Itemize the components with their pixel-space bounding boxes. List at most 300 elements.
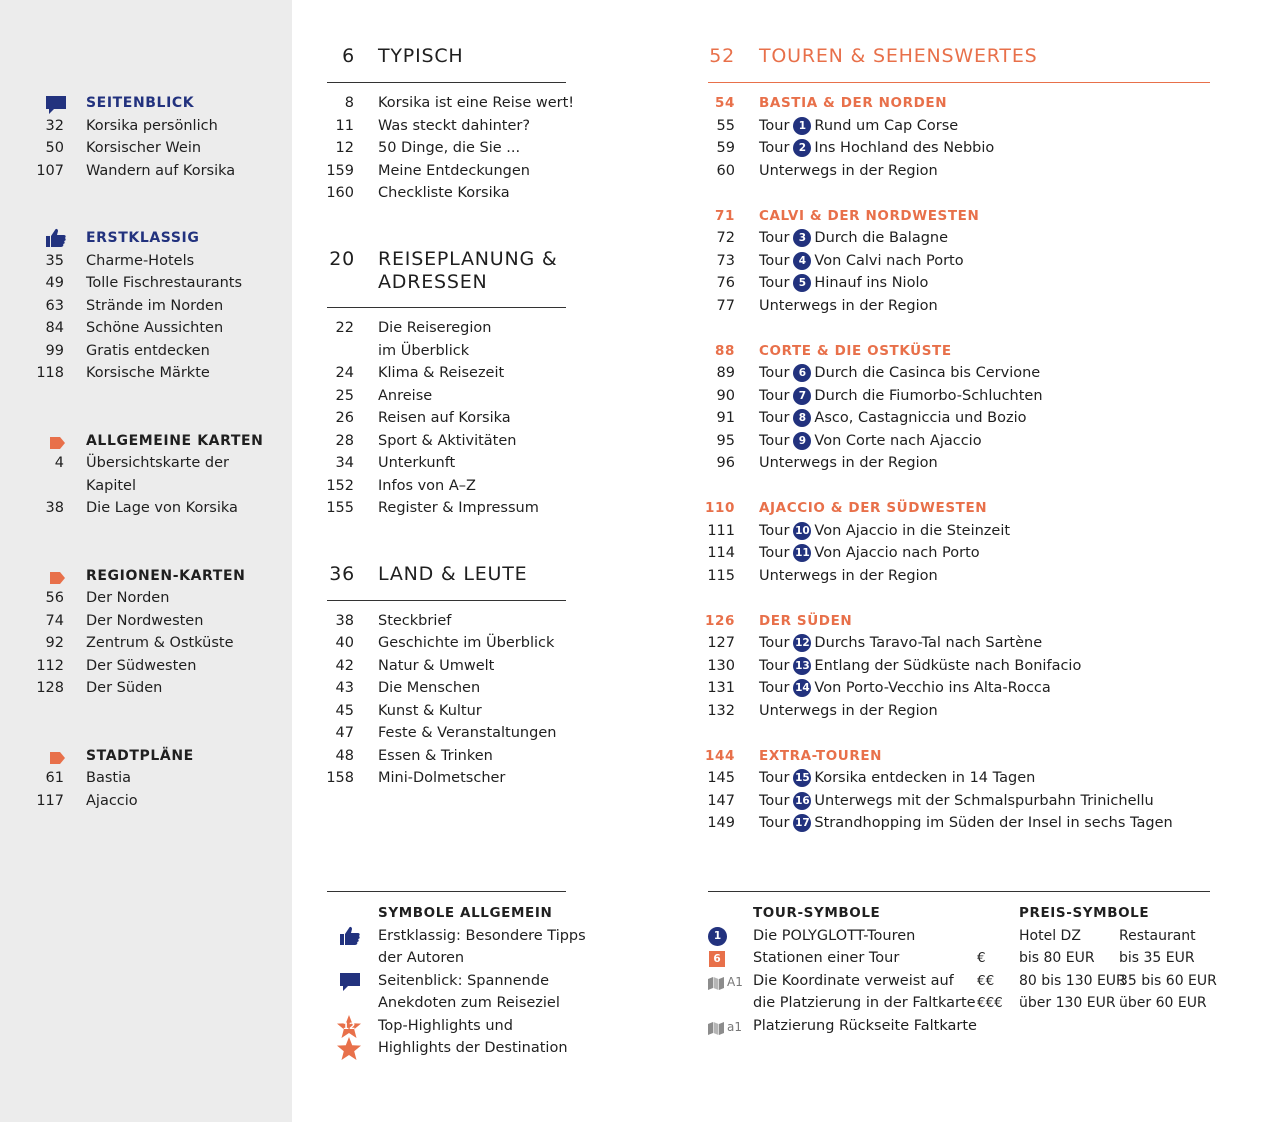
- tour-word: Tour: [759, 253, 790, 269]
- page-number: 95: [716, 433, 735, 449]
- list-item[interactable]: [700, 542, 1260, 564]
- item-label: Unterkunft: [378, 455, 456, 471]
- tour-line: [759, 272, 928, 294]
- item-label: Kapitel: [86, 478, 137, 494]
- list-item[interactable]: [0, 340, 290, 362]
- tour-line: [759, 632, 1042, 654]
- tour-line: [759, 430, 982, 452]
- item-label: Infos von A–Z: [378, 478, 476, 494]
- chapter-title: TYPISCH: [378, 45, 464, 67]
- chapter-page: 36: [329, 563, 355, 585]
- page-number: 55: [716, 118, 735, 134]
- list-item[interactable]: [700, 452, 1260, 474]
- region-title: EXTRA-TOUREN: [759, 748, 883, 764]
- item-label: Unterwegs mit der Schmalspurbahn Trinichellu: [814, 793, 1154, 809]
- page-number: 90: [716, 388, 735, 404]
- page-number: 12: [335, 140, 354, 156]
- tour-number-badge: 9: [793, 432, 811, 450]
- section-title-allgemeine-karten: ALLGEMEINE KARTEN: [86, 433, 264, 449]
- page-number: 72: [716, 230, 735, 246]
- list-item[interactable]: [300, 160, 580, 182]
- tour-line: [759, 790, 1154, 812]
- tour-number-badge: 12: [793, 634, 811, 652]
- tour-number-badge: 15: [793, 769, 811, 787]
- tour-number-badge: 11: [793, 544, 811, 562]
- tour-number-badge: 5: [793, 274, 811, 292]
- list-item[interactable]: [700, 812, 1260, 834]
- section-title-seitenblick: SEITENBLICK: [86, 95, 195, 111]
- folded-map-icon: [708, 975, 724, 994]
- list-item[interactable]: [700, 767, 1260, 789]
- tour-number-badge: 1: [793, 117, 811, 135]
- list-item[interactable]: [0, 137, 290, 159]
- page-number: 32: [45, 118, 64, 134]
- list-item[interactable]: [700, 385, 1260, 407]
- tour-number-badge: 14: [793, 679, 811, 697]
- list-item[interactable]: [700, 677, 1260, 699]
- list-item[interactable]: [0, 655, 290, 677]
- divider: [327, 82, 566, 83]
- item-label: Mini-Dolmetscher: [378, 770, 506, 786]
- divider: [327, 307, 566, 308]
- chapter-page: 52: [709, 45, 735, 67]
- list-item[interactable]: [700, 250, 1260, 272]
- item-label: Die Lage von Korsika: [86, 500, 238, 516]
- list-item[interactable]: [700, 160, 1260, 182]
- item-label: Durchs Taravo-Tal nach Sartène: [814, 635, 1043, 651]
- chapter-title: TOUREN & SEHENSWERTES: [759, 45, 1038, 67]
- page-number: 56: [45, 590, 64, 606]
- list-item[interactable]: [0, 160, 290, 182]
- tour-word: Tour: [759, 365, 790, 381]
- item-label: Korsika persönlich: [86, 118, 218, 134]
- page-number: 112: [36, 658, 64, 674]
- map-tag-icon: [50, 434, 66, 453]
- tour-word: Tour: [759, 388, 790, 404]
- page-number: 76: [716, 275, 735, 291]
- item-label: Durch die Balagne: [814, 230, 949, 246]
- item-label: Die Menschen: [378, 680, 481, 696]
- list-item[interactable]: [0, 677, 290, 699]
- page-number: 127: [707, 635, 735, 651]
- page-number: 114: [707, 545, 735, 561]
- list-item[interactable]: [700, 565, 1260, 587]
- list-item[interactable]: [0, 767, 290, 789]
- tour-line: [759, 227, 948, 249]
- item-label: Unterwegs in der Region: [759, 163, 938, 179]
- item-label: Steckbrief: [378, 613, 452, 629]
- item-label: Von Corte nach Ajaccio: [814, 433, 982, 449]
- legend-general-title: SYMBOLE ALLGEMEIN: [378, 905, 553, 921]
- list-item[interactable]: [700, 272, 1260, 294]
- tour-line: [759, 407, 1027, 429]
- tour-word: Tour: [759, 118, 790, 134]
- list-item[interactable]: [300, 430, 580, 452]
- chapter-heading-typisch[interactable]: [300, 45, 570, 69]
- list-item[interactable]: [700, 115, 1260, 137]
- tour-number-badge: 10: [793, 522, 811, 540]
- region-page: 110: [705, 500, 735, 516]
- region-page: 88: [715, 343, 735, 359]
- item-label: Feste & Veranstaltungen: [378, 725, 557, 741]
- chapter-page: 6: [342, 45, 355, 67]
- list-item[interactable]: [300, 362, 580, 384]
- list-item[interactable]: [300, 407, 580, 429]
- tour-word: Tour: [759, 770, 790, 786]
- legend-text: Erstklassig: Besondere Tipps: [378, 928, 586, 944]
- item-label: Anreise: [378, 388, 433, 404]
- list-item[interactable]: [300, 182, 580, 204]
- item-label: Reisen auf Korsika: [378, 410, 511, 426]
- tour-number-badge: 7: [793, 387, 811, 405]
- list-item[interactable]: [700, 632, 1260, 654]
- item-label: Strandhopping im Süden der Insel in sechs Tagen: [814, 815, 1173, 831]
- list-item[interactable]: [700, 430, 1260, 452]
- legend-price-title: PREIS-SYMBOLE: [1019, 905, 1150, 921]
- item-label: Hinauf ins Niolo: [814, 275, 929, 291]
- item-label: Klima & Reisezeit: [378, 365, 505, 381]
- page-number: 131: [707, 680, 735, 696]
- page-number: 74: [45, 613, 64, 629]
- price-column-hotel: Hotel DZ: [1019, 928, 1081, 944]
- item-label: Unterwegs in der Region: [759, 298, 938, 314]
- region-title: BASTIA & DER NORDEN: [759, 95, 948, 111]
- item-label: Der Norden: [86, 590, 170, 606]
- list-item[interactable]: [700, 295, 1260, 317]
- legend-text: Highlights der Destination: [378, 1040, 568, 1056]
- list-item[interactable]: [0, 295, 290, 317]
- page-number: 145: [707, 770, 735, 786]
- list-item[interactable]: [0, 497, 290, 519]
- page-number: 159: [326, 163, 354, 179]
- page-number: 59: [716, 140, 735, 156]
- page-number: 34: [335, 455, 354, 471]
- page-number: 38: [45, 500, 64, 516]
- divider: [708, 82, 1210, 83]
- list-item[interactable]: [300, 137, 580, 159]
- price-hotel: bis 80 EUR: [1019, 950, 1095, 966]
- item-label: Der Süden: [86, 680, 163, 696]
- tour-line: [759, 812, 1173, 834]
- page-number: 84: [45, 320, 64, 336]
- tour-number-badge: 4: [793, 252, 811, 270]
- item-label: Korsische Märkte: [86, 365, 210, 381]
- map-tag-icon: [50, 569, 66, 588]
- tour-word: Tour: [759, 275, 790, 291]
- tour-word: Tour: [759, 523, 790, 539]
- tour-word: Tour: [759, 433, 790, 449]
- list-item[interactable]: [300, 722, 580, 744]
- page-number: 24: [335, 365, 354, 381]
- page-number: 73: [716, 253, 735, 269]
- item-label: Von Ajaccio nach Porto: [814, 545, 980, 561]
- tour-line: [759, 385, 1043, 407]
- legend-text: Die Koordinate verweist auf: [753, 973, 954, 989]
- legend-tour-title: TOUR-SYMBOLE: [753, 905, 881, 921]
- item-label: Bastia: [86, 770, 131, 786]
- page-number: 117: [36, 793, 64, 809]
- item-label: Essen & Trinken: [378, 748, 493, 764]
- tour-line: [759, 767, 1035, 789]
- section-title-stadtplaene: STADTPLÄNE: [86, 748, 194, 764]
- divider: [327, 600, 566, 601]
- list-item[interactable]: [300, 452, 580, 474]
- page-number: 89: [716, 365, 735, 381]
- item-label: Ins Hochland des Nebbio: [814, 140, 995, 156]
- page-number: 43: [335, 680, 354, 696]
- section-title-regionen-karten: REGIONEN-KARTEN: [86, 568, 246, 584]
- list-item[interactable]: [300, 475, 580, 497]
- page-number: 11: [335, 118, 354, 134]
- divider: [327, 891, 566, 892]
- list-item[interactable]: [700, 362, 1260, 384]
- list-item[interactable]: [700, 137, 1260, 159]
- price-restaurant: bis 35 EUR: [1119, 950, 1195, 966]
- tour-number-badge: 17: [793, 814, 811, 832]
- region-title: CORTE & DIE OSTKÜSTE: [759, 343, 952, 359]
- page-number: 61: [45, 770, 64, 786]
- list-item[interactable]: [300, 497, 580, 519]
- list-item[interactable]: [300, 767, 580, 789]
- item-label: Natur & Umwelt: [378, 658, 495, 674]
- tour-number-badge: 6: [793, 364, 811, 382]
- tour-line: [759, 115, 958, 137]
- item-label: Geschichte im Überblick: [378, 635, 555, 651]
- legend-text: Die POLYGLOTT-Touren: [753, 928, 916, 944]
- page-number: 38: [335, 613, 354, 629]
- list-item[interactable]: [300, 632, 580, 654]
- price-restaurant: über 60 EUR: [1119, 995, 1207, 1011]
- item-label: Unterwegs in der Region: [759, 455, 938, 471]
- page-number: 50: [45, 140, 64, 156]
- item-label: Was steckt dahinter?: [378, 118, 531, 134]
- list-item[interactable]: [0, 632, 290, 654]
- map-tag-icon: [50, 749, 66, 768]
- tour-number-badge: 13: [793, 657, 811, 675]
- item-label: Von Calvi nach Porto: [814, 253, 964, 269]
- chapter-heading-touren[interactable]: [700, 45, 1220, 69]
- page-number: 40: [335, 635, 354, 651]
- price-column-restaurant: Restaurant: [1119, 928, 1196, 944]
- tour-line: [759, 677, 1051, 699]
- section-title-erstklassig: ERSTKLASSIG: [86, 230, 200, 246]
- thumbs-up-icon: [339, 926, 361, 950]
- item-label: 50 Dinge, die Sie ...: [378, 140, 521, 156]
- list-item[interactable]: [0, 452, 290, 474]
- item-label: Sport & Aktivitäten: [378, 433, 517, 449]
- tour-line: [759, 250, 964, 272]
- item-label: Korsika ist eine Reise wert!: [378, 95, 575, 111]
- list-item[interactable]: [0, 790, 290, 812]
- item-label: Kunst & Kultur: [378, 703, 482, 719]
- legend-text: Top-Highlights und: [378, 1018, 513, 1034]
- tour-word: Tour: [759, 815, 790, 831]
- region-title: DER SÜDEN: [759, 613, 853, 629]
- item-label: Checkliste Korsika: [378, 185, 510, 201]
- item-label: Korsischer Wein: [86, 140, 202, 156]
- list-item[interactable]: [300, 92, 580, 114]
- page-number: 47: [335, 725, 354, 741]
- list-item[interactable]: [0, 587, 290, 609]
- item-label: Der Nordwesten: [86, 613, 204, 629]
- chapter-heading-land-leute[interactable]: [300, 563, 570, 587]
- price-symbol: €€€: [977, 995, 1003, 1011]
- list-item[interactable]: [0, 362, 290, 384]
- price-restaurant: 35 bis 60 EUR: [1119, 973, 1217, 989]
- legend-text: Anekdoten zum Reiseziel: [378, 995, 560, 1011]
- item-label: Wandern auf Korsika: [86, 163, 236, 179]
- page-number: 25: [335, 388, 354, 404]
- item-label: Ajaccio: [86, 793, 138, 809]
- tour-circle-icon: 1: [708, 927, 727, 946]
- item-label: Rund um Cap Corse: [814, 118, 959, 134]
- page-number: 45: [335, 703, 354, 719]
- list-item[interactable]: [700, 655, 1260, 677]
- tour-line: [759, 137, 994, 159]
- item-label: Übersichtskarte der: [86, 455, 229, 471]
- list-item[interactable]: [0, 317, 290, 339]
- page-number: 130: [707, 658, 735, 674]
- item-label: im Überblick: [378, 343, 470, 359]
- item-label: Zentrum & Ostküste: [86, 635, 234, 651]
- tour-number-badge: 8: [793, 409, 811, 427]
- tour-number-badge: 16: [793, 792, 811, 810]
- item-label: Gratis entdecken: [86, 343, 210, 359]
- list-item[interactable]: [700, 520, 1260, 542]
- region-title: CALVI & DER NORDWESTEN: [759, 208, 980, 224]
- tour-line: [759, 542, 980, 564]
- page-number: 118: [36, 365, 64, 381]
- page-number: 77: [716, 298, 735, 314]
- item-label: Der Südwesten: [86, 658, 197, 674]
- item-label: Unterwegs in der Region: [759, 703, 938, 719]
- page-number: 115: [707, 568, 735, 584]
- item-label: Korsika entdecken in 14 Tagen: [814, 770, 1036, 786]
- list-item[interactable]: [300, 317, 580, 339]
- page-number: 22: [335, 320, 354, 336]
- list-item[interactable]: [0, 610, 290, 632]
- list-item[interactable]: [0, 272, 290, 294]
- list-item[interactable]: [300, 340, 580, 362]
- page-number: 149: [707, 815, 735, 831]
- page-number: 160: [326, 185, 354, 201]
- page-number: 48: [335, 748, 354, 764]
- map-coordinate-label: A1: [727, 975, 743, 989]
- page-number: 8: [344, 95, 354, 111]
- item-label: Register & Impressum: [378, 500, 539, 516]
- page-number: 155: [326, 500, 354, 516]
- item-label: Von Porto-Vecchio ins Alta-Rocca: [814, 680, 1051, 696]
- tour-word: Tour: [759, 635, 790, 651]
- page-number: 91: [716, 410, 735, 426]
- list-item[interactable]: [300, 385, 580, 407]
- page-number: 147: [707, 793, 735, 809]
- page-number: 63: [45, 298, 64, 314]
- item-label: Asco, Castagniccia und Bozio: [814, 410, 1027, 426]
- price-symbol: €: [977, 950, 986, 966]
- item-label: Tolle Fischrestaurants: [86, 275, 243, 291]
- item-label: Die Reiseregion: [378, 320, 492, 336]
- page-number: 111: [707, 523, 735, 539]
- page-number: 107: [36, 163, 64, 179]
- page-number: 60: [716, 163, 735, 179]
- page-number: 132: [707, 703, 735, 719]
- list-item[interactable]: [300, 610, 580, 632]
- list-item[interactable]: [300, 677, 580, 699]
- tour-word: Tour: [759, 410, 790, 426]
- list-item[interactable]: [300, 700, 580, 722]
- page-number: 99: [45, 343, 64, 359]
- list-item[interactable]: [300, 115, 580, 137]
- tour-word: Tour: [759, 230, 790, 246]
- list-item[interactable]: [700, 227, 1260, 249]
- page-number: 158: [326, 770, 354, 786]
- legend-text: der Autoren: [378, 950, 465, 966]
- page-number: 42: [335, 658, 354, 674]
- price-symbol: €€: [977, 973, 995, 989]
- tour-word: Tour: [759, 793, 790, 809]
- legend-text: Platzierung Rückseite Faltkarte: [753, 1018, 977, 1034]
- item-label: Strände im Norden: [86, 298, 224, 314]
- legend-text: Seitenblick: Spannende: [378, 973, 549, 989]
- folded-map-icon: [708, 1020, 724, 1039]
- item-label: Meine Entdeckungen: [378, 163, 530, 179]
- map-coordinate-label: a1: [727, 1020, 742, 1034]
- chapter-page: 20: [329, 248, 355, 270]
- chapter-heading-reiseplanung[interactable]: [300, 248, 570, 296]
- tour-line: [759, 655, 1081, 677]
- region-page: 144: [705, 748, 735, 764]
- page-number: 96: [716, 455, 735, 471]
- item-label: Durch die Fiumorbo-Schluchten: [814, 388, 1043, 404]
- page-number: 92: [45, 635, 64, 651]
- list-item[interactable]: [700, 407, 1260, 429]
- tour-word: Tour: [759, 658, 790, 674]
- region-page: 71: [715, 208, 735, 224]
- list-item[interactable]: [700, 790, 1260, 812]
- divider: [708, 891, 1210, 892]
- item-label: Charme-Hotels: [86, 253, 195, 269]
- chapter-title-line2: ADRESSEN: [378, 271, 488, 293]
- page-number: 28: [335, 433, 354, 449]
- page-number: 4: [54, 455, 64, 471]
- item-label: Durch die Casinca bis Cervione: [814, 365, 1041, 381]
- tour-line: [759, 362, 1040, 384]
- price-hotel: über 130 EUR: [1019, 995, 1116, 1011]
- list-item[interactable]: [0, 115, 290, 137]
- item-label: Entlang der Südküste nach Bonifacio: [814, 658, 1082, 674]
- item-label: Von Ajaccio in die Steinzeit: [814, 523, 1011, 539]
- list-item[interactable]: [300, 745, 580, 767]
- tour-number-badge: 3: [793, 229, 811, 247]
- tour-word: Tour: [759, 140, 790, 156]
- region-page: 126: [705, 613, 735, 629]
- tour-word: Tour: [759, 545, 790, 561]
- page-number: 128: [36, 680, 64, 696]
- star-number: 12: [342, 1022, 356, 1032]
- speech-bubble-icon: [339, 972, 361, 996]
- list-item[interactable]: [700, 700, 1260, 722]
- tour-station-square-icon: 6: [709, 951, 725, 967]
- star-icon: [336, 1036, 362, 1066]
- tour-number-badge: 2: [793, 139, 811, 157]
- list-item[interactable]: [0, 475, 290, 497]
- thumbs-up-icon: [45, 228, 67, 252]
- list-item[interactable]: [0, 250, 290, 272]
- list-item[interactable]: [300, 655, 580, 677]
- item-label: Schöne Aussichten: [86, 320, 224, 336]
- price-hotel: 80 bis 130 EUR: [1019, 973, 1126, 989]
